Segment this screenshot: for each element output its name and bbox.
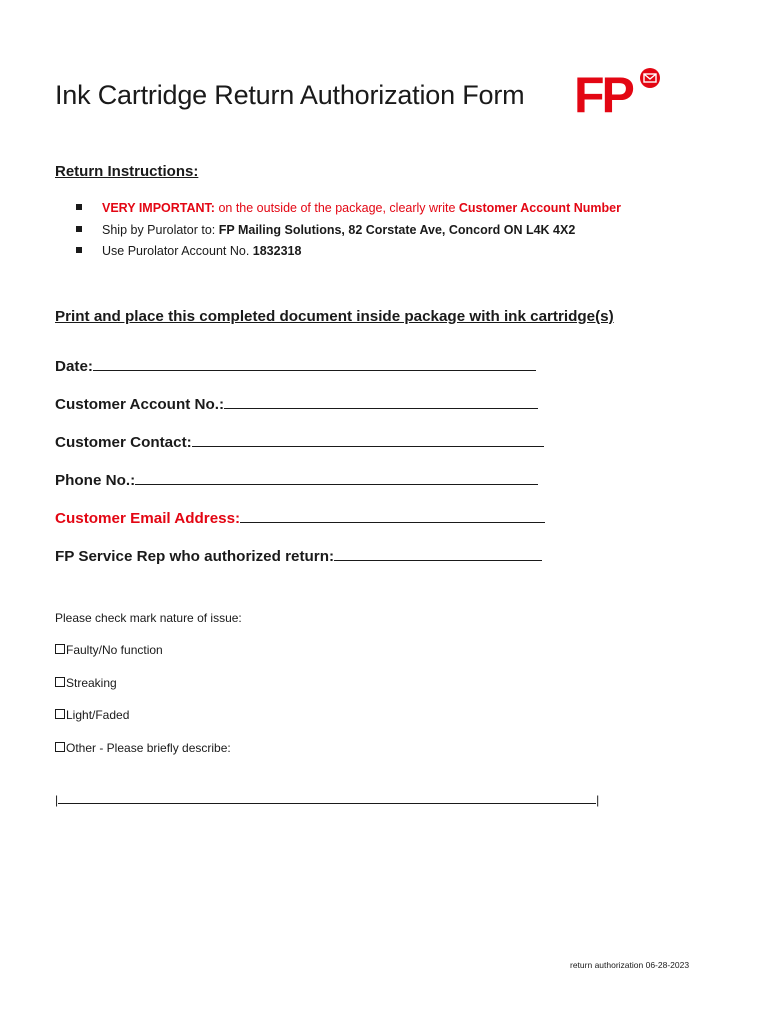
list-item bbox=[76, 221, 621, 243]
checkbox[interactable] bbox=[55, 677, 65, 687]
phone-input-line[interactable] bbox=[135, 469, 538, 485]
contact-label: Customer Contact: bbox=[55, 434, 192, 451]
option-label: Other - Please briefly describe: bbox=[66, 741, 231, 755]
issue-option-streaking[interactable] bbox=[55, 676, 117, 690]
print-instruction: Print and place this completed document inside package with ink cartridge(s) bbox=[55, 308, 614, 325]
phone-field bbox=[55, 469, 538, 489]
checkbox[interactable] bbox=[55, 709, 65, 719]
email-field bbox=[55, 507, 545, 527]
date-input-line[interactable] bbox=[93, 355, 536, 371]
return-instructions-heading: Return Instructions: bbox=[55, 163, 199, 180]
important-text: on the outside of the package, clearly write bbox=[214, 201, 459, 215]
bullet-square-icon bbox=[76, 247, 82, 253]
rep-field bbox=[55, 545, 542, 565]
footer-revision: return authorization 06-28-2023 bbox=[570, 960, 690, 970]
issue-prompt: Please check mark nature of issue: bbox=[55, 611, 242, 625]
describe-input-line[interactable] bbox=[58, 792, 596, 804]
option-label: Streaking bbox=[66, 676, 117, 690]
important-emphasis: Customer Account Number bbox=[458, 201, 621, 215]
fp-logo bbox=[574, 66, 666, 116]
logo-text: FP bbox=[574, 67, 632, 116]
account-text: Use Purolator Account No. bbox=[102, 244, 253, 258]
email-input-line[interactable] bbox=[240, 507, 545, 523]
ship-text: Ship by Purolator to: bbox=[102, 222, 219, 237]
account-number: 1832318 bbox=[252, 244, 302, 258]
date-label: Date: bbox=[55, 358, 93, 375]
list-item bbox=[76, 199, 621, 221]
phone-label: Phone No.: bbox=[55, 472, 136, 489]
rep-label: FP Service Rep who authorized return: bbox=[55, 548, 335, 565]
checkbox[interactable] bbox=[55, 644, 65, 654]
ship-address: FP Mailing Solutions, 82 Corstate Ave, Concord ON L4K 4X2 bbox=[218, 222, 576, 237]
account-label: Customer Account No.: bbox=[55, 396, 225, 413]
issue-option-other[interactable] bbox=[55, 741, 231, 755]
fp-logo-mark bbox=[574, 66, 666, 116]
describe-end: | bbox=[596, 793, 600, 807]
issue-option-faulty[interactable] bbox=[55, 643, 163, 657]
describe-start: | bbox=[55, 793, 59, 807]
contact-input-line[interactable] bbox=[192, 431, 544, 447]
account-field bbox=[55, 393, 538, 413]
instructions-list bbox=[76, 199, 621, 264]
envelope-icon bbox=[640, 68, 660, 88]
page-title: Ink Cartridge Return Authorization Form bbox=[55, 80, 525, 110]
checkbox[interactable] bbox=[55, 742, 65, 752]
contact-field bbox=[55, 431, 544, 451]
option-label: Faulty/No function bbox=[66, 643, 163, 657]
bullet-square-icon bbox=[76, 204, 82, 210]
describe-field bbox=[55, 792, 599, 807]
bullet-square-icon bbox=[76, 226, 82, 232]
option-label: Light/Faded bbox=[66, 708, 130, 722]
account-input-line[interactable] bbox=[224, 393, 538, 409]
issue-option-light-faded[interactable] bbox=[55, 708, 129, 722]
important-label: VERY IMPORTANT: bbox=[102, 201, 215, 215]
email-label: Customer Email Address: bbox=[55, 510, 241, 527]
date-field bbox=[55, 355, 536, 375]
rep-input-line[interactable] bbox=[334, 545, 542, 561]
list-item bbox=[76, 242, 621, 264]
